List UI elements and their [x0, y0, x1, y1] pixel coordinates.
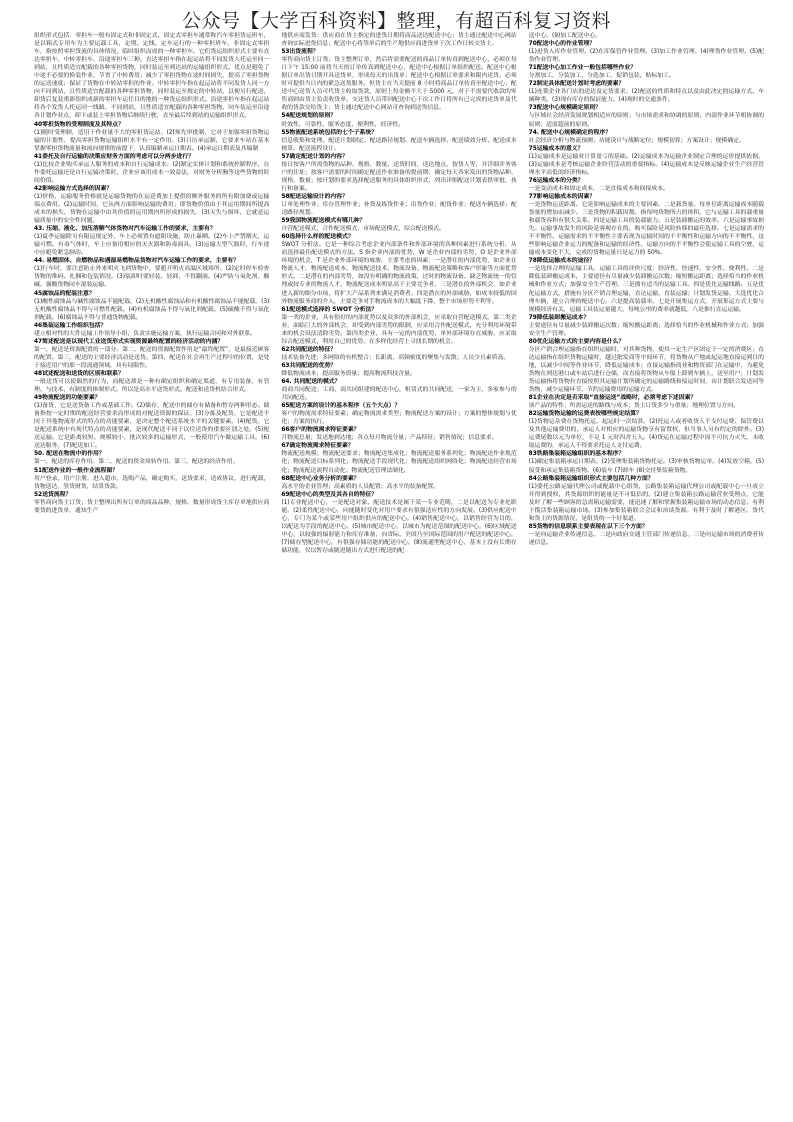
qa-block — [34, 290, 269, 322]
qa-paragraph — [34, 290, 269, 322]
question-heading: 53出货流程？ — [281, 49, 319, 56]
qa-paragraph — [281, 129, 516, 153]
answer-text: 主要途径有尽量减少装卸搬运次数；缩短搬运距离；选择恰当的作业机械和作业方式；加强安全生产管理。 — [528, 322, 764, 337]
question-heading: 46集装运输工作组织包括？ — [34, 322, 107, 329]
qa-paragraph — [34, 338, 269, 370]
answer-text: (1)行车时，要注意防止外来明火飞到货物中，要避开明火高温区域场所。(2)定时停车检查货物的堆码、扎捆和包装情况。(3)装卸时要轻装、轻卸、不得翻滚。(4)严防与氧化剂、酸碱、强酸货物同车混装运输。 — [34, 266, 270, 289]
answer-text: 商商共同配送；工商、商共同组建的配送中心，租赁式的共同配送，一家为主，多家参与的共同配送。 — [281, 387, 517, 402]
answer-text: (1)价格，运输服务价格就是运输货物的在运送费加上提供的额外服务的所有附加费或运输端点费用。(2)运输时间，它从两方面影响运输的费用；即货物价值由于其运用期间所提高成本的损失，货物在运输中由其价值的运用期内所形成的损失。(3)灭失与损坏，它就是运输质量中的安全性问题。 — [34, 193, 270, 225]
qa-block — [281, 378, 516, 402]
qa-block — [529, 450, 764, 474]
qa-paragraph — [529, 338, 764, 394]
question-heading: 76运输成本的分类？ — [528, 177, 584, 184]
answer-text: 与区域社会经济发展规划相适应的原则；与市场需求和协调的原则；内部作业环节相协调的原则；适度超前的原则。 — [528, 113, 764, 128]
qa-block — [34, 225, 269, 257]
qa-block — [34, 32, 269, 121]
answer-text: 送中心。(9)加工配送中心。 — [528, 33, 602, 39]
qa-block — [281, 346, 516, 362]
qa-paragraph — [281, 346, 516, 362]
answer-text: 第一，配送是资源配置的一部分。第二，配送的资源配置作用是“最终配置”，是最接近顾客的配置。第三，配送的主要经济活动是送货。第四，配送在社会再生产过程中的位置，是处于接近用户的那一段流通领域，具有局限性。 — [34, 346, 270, 369]
answer-text: 订单处理作业；库存管理作业；补货及拣货作业；出货作业；配货作业；配送车辆选择；配送路径规划。 — [281, 201, 517, 217]
qa-block — [281, 32, 516, 48]
qa-paragraph — [529, 475, 764, 523]
answer-text: 第一，配送的库存作用。第二，配送的资金周转作用。第三，配送的经济作用。 — [34, 459, 239, 466]
question-heading: 43. 压缩、液化、加压溶解气体货物对汽车运输工作的要求，主要有？ — [34, 226, 216, 233]
question-heading: 66客户的物流需求特征要素？ — [281, 427, 360, 434]
question-heading: 44. 易燃固体、自燃物品和遇湿易燃物品货物对汽车运输工作的要求，主要有？ — [34, 258, 240, 265]
qa-paragraph — [529, 64, 764, 80]
qa-block — [34, 185, 269, 225]
answer-text: 第一类的企业，具有很好的内部优势以及众多的外部机会，应采取自营配送模式。第二类企业，面临巨大的外部机会，却受到内部劣势的限制，应采用合作配送模式，充分利用环境带来的机会设法清除劣势。第四类企业，具有一定的内部优势，单外部环境存在威胁，应采取综合配送模式，利用自己的优势，在多样化经营上寻找长期的机会。 — [281, 314, 517, 345]
qa-block — [281, 362, 516, 378]
qa-block — [529, 80, 764, 104]
answer-text: 一是货物运送距离。它是影响运输成本的主要因素。二是载货量。每单位距离运输成本随载货量的增加而减少。三是货物的积载因数。指每吨货物所占的体积，它与运输工具的载重量和载货容积有很大关系。四是运输工具的装载能力。五是装卸搬运的效率。六是运输事故损失。运输事故发生的风险是客观存在的，购买保险是风险转移的最佳选择。七是运输需求的不平衡性。运输需求的不平衡性主要表现为运输时间的不平衡性和运输方向的不平衡性，这些影响运输企业运力的配备和运输的经济性。运输方向的不平衡性会使运输工具的空驶，运输成本变化不大，完成的货物运量只是运力的 50%。 — [528, 201, 764, 257]
question-heading: 48试述配送和送货的区别和联系？ — [34, 370, 124, 377]
column-right — [529, 32, 764, 1114]
qa-paragraph — [281, 442, 516, 474]
qa-paragraph — [529, 177, 764, 193]
qa-paragraph — [34, 370, 269, 394]
qa-paragraph — [529, 32, 764, 40]
question-heading: 77影响运输成本的因素？ — [528, 193, 596, 200]
answer-text: (1)专业配送中心，一是配送对象、配送技术是属于某一专业范畴，二是以配送为专业化职能。(2)柔性配送中心，向能随时变化对用户要求有很强适应性的方向发展。(3)供应配送中心，专门为某个或某些用户组织供应的配送中心。(4)销售配送中心，以销售经营为目的，以配送为手段的配送中心。(5)城市配送中心，以城市为配送范围的配送中心。(6)区域配送中心，以较强的辐射能力和库存准备，向省际、全国乃至国际范围的用户配送的配送中心。(7)储存型配送中心，有很强存储功能的配送中心。(8)流通型配送中心，基本上没有长期存储功能，仅以暂存或随进随出方式进行配送的配 — [281, 499, 517, 554]
answer-text: (1)连锁企业各门店的送达及定货要求。(2)配送的性质和特点以及由此决定的运输方式、车辆种类。(3)现有库存的保证能力。(4)现时的交通条件。 — [528, 89, 764, 104]
qa-paragraph — [281, 475, 516, 491]
answer-text: 一是向运输企业传递信息。二是向政府交通主管部门传递信息。三是向运输市场的消费者传递信息。 — [528, 531, 764, 546]
question-heading: 78降低运输成本的途径？ — [528, 258, 596, 265]
answer-text: (1)委托公路运输代理公司或配载中心组货，公路集装箱运输代理公司或配载中心一旦成立并得到授权，其货源组织的能量是不可低估的。(2)建立集装箱公路运输营业受理点，它能及时了解一些顾客的急需箱运输需要，能迅速了解和掌握集装箱运输市场的动态信息；有利于揽活集装箱运输市场。(3)参加集装箱联合会议和治谈货源。有利于及时了解港区、货代和货主的货源情况，是组货的一个好渠道。 — [528, 483, 764, 522]
qa-paragraph — [529, 193, 764, 257]
answer-text: 分区产销合理运输指在组织运输时，对其种货物，使其一定生产区固定于一定的消费区；直达运输指在组织货物运输时，越过批发商等中间环节，将货物从产地或起运地直接运到目的地，以减少中间等作业环节，降低运输成本；直接运输指商业和物资部门在运输中，为避免货物在到达港口或车站后进行仓储，而直接将货物从车船上卸到车辆上，送至用户；计划发货运输指将货物拉直接按照其运输计划所确定的运输路线和接运时间，由计划联合发送同等货物，减少运输环节、节约运输费用的运输方式。 — [528, 346, 764, 394]
question-heading: 80优化运输方式的主要内容是什么？ — [528, 338, 625, 345]
qa-paragraph — [281, 426, 516, 442]
answer-text: 自营配送模式，合作配送模式，市场配送模式，综合配送模式。 — [281, 226, 445, 233]
question-heading: 69配送中心的类型及其各自的特征？ — [281, 491, 378, 498]
answer-text: 月物流总量；发送地到达地；各点每月物流分量；产品特征；销售情况；信息要求。 — [281, 435, 498, 442]
qa-paragraph — [281, 48, 516, 112]
answer-text: 降低物流成本；提高服务质量；提高物流科技含量。 — [281, 370, 416, 377]
question-heading: 70配送中心的作业管理？ — [528, 41, 596, 48]
qa-paragraph — [281, 217, 516, 233]
answer-text: 信息收集和处理、配送计划制定、配送路径规划、配送车辆选择、配送绩效分析、配送成本核算、配送流程设计。 — [281, 137, 517, 152]
qa-block — [529, 177, 764, 193]
qa-block — [281, 442, 516, 474]
answer-text: SWOT 分析法。它是一种综合考虑企业内部条件和外部环境的各种因素进行系统分析，从而选择最佳配送模式的方法。S 指企业内部的优势，W 是企业内部的劣势，O 是企业外部环境的机会，T 是企业外部环境的威胁。主要考虑的因素：一是潜在的内部优势，如企业在物流人才、物流配送成本、物流配送技术、物流设备、物流配送策略和客户形象等方面优势形式。二是潜在的内部劣势，如没有明确的物流政策、过时的物流设备、缺乏物流统一的管理或较专业的物流人才、物流配送成本明显高于主要竞争者。三是潜在的外部机会，如企业进入新的细分市场，将扩大产品系列来满足消费者。四是潜在的外部威胁，如成本较低的国外物流服务商的介入，主要竞争对手物流成本的大幅度下降，整个市场形势不利等。 — [281, 242, 517, 305]
answer-text: (1)比较企业购买承运人服务的成本和自行运输成本；(2)制定实体计划和系统控制程序，在作委托运输还是自行运输决策时，企业应该用成本一效益法，对财务分析胸等这些货物的时间价值。 — [34, 161, 270, 184]
qa-paragraph — [529, 257, 764, 313]
question-heading: 49物流配送的功能要素？ — [34, 395, 101, 402]
qa-block — [529, 394, 764, 410]
question-heading: 58配送运输设计的内容？ — [281, 193, 348, 200]
qa-paragraph — [529, 80, 764, 104]
qa-block — [529, 193, 764, 257]
qa-paragraph — [34, 450, 269, 466]
question-heading: 42影响运输方式选择的因素？ — [34, 185, 113, 192]
qa-block — [281, 402, 516, 426]
qa-paragraph — [34, 32, 269, 121]
question-heading: 81企业在决定是否采取“直接运送”战略时，必须考虑下述因素？ — [528, 395, 697, 402]
question-heading: 65配送方案的设计的基本程序（五个大点）？ — [281, 403, 401, 410]
qa-paragraph — [529, 129, 764, 145]
answer-text: (1)夏季运输除另有限运规定外，车上必须置有遮阳设施，防止暴晒。(2)车上严禁烟火，运输可燃、有毒气体时，车上应备用相应的灭火器和防毒面具。(3)运输大型气瓶时，行车途中应避免紧急制动。 — [34, 234, 270, 257]
qa-block — [281, 491, 516, 555]
qa-block — [529, 338, 764, 394]
answer-text: 一是变动成本和固定成本，二是直接成本和间接成本。 — [528, 185, 669, 192]
qa-paragraph — [34, 394, 269, 450]
qa-paragraph — [529, 410, 764, 450]
question-heading: 85货物的信息联系主要表现在以下三个方面？ — [528, 523, 648, 530]
qa-block — [529, 32, 764, 40]
qa-block — [34, 370, 269, 394]
answer-text: (1)货物运杂费在货物托运、起运时一次结算。(2)托运人或者收货人不支付运费、保管费以及其他运输费用的，承运人对相应的运输货物享有留置权，但当事人另有约定的除外。(3)运费尾数以元为单位，不足 1 元时四舍五入。(4)货运在运输过程中因不可抗力灭失，未收取运费的，承运人不得要求托运人支付运费。 — [528, 419, 764, 450]
answer-text: 时效性，可靠性，服务态度，便利性，经济性。 — [281, 121, 404, 128]
question-heading: 50. 配送在物流中的作用？ — [34, 451, 105, 458]
question-heading: 54配送规划的原则？ — [281, 113, 337, 120]
answer-text: 一是选择合理的运输工具。运输工具的评价尺度：经济性、快速性、安全性、便利性。二是降低装卸搬运成本，主要途径有尽量减少装卸搬运次数；缩短搬运距离；选择恰当的作业机械和作业方式；加强安全生产管理。三是拥有适当的运输工具。四是优化运输线路。五是优化运输方式，措施有分区产销合理运输，直达运输，直装运输；计划发货运输、大选优化合理车辆，建立合理的配送中心。六是提高装载率。七是开展集运方式，开展集运方式主要与规模经济有关，运输工具装运量越大，每吨公里的费率就越低。八是推行直运运输。 — [528, 266, 764, 313]
qa-block — [529, 475, 764, 523]
answer-text: 用户登录，用户注册，进入超市，选购产品，确定购买，送货要求，送成协议，进行配载，货物送达，签货财货，结算货款。 — [34, 475, 270, 490]
question-heading: 73配送中心规模确定原则？ — [528, 105, 602, 112]
question-heading: 60选择什么样的配送模式？ — [281, 234, 354, 241]
question-heading: 59我国物流配送模式有哪几种？ — [281, 218, 366, 225]
qa-block — [529, 410, 764, 450]
question-heading: 52送货流程？ — [34, 491, 72, 498]
qa-paragraph — [34, 225, 269, 257]
qa-paragraph — [34, 467, 269, 491]
qa-block — [34, 467, 269, 491]
qa-paragraph — [529, 394, 764, 410]
qa-block — [281, 233, 516, 305]
qa-block — [34, 121, 269, 153]
question-heading: 75运输成本的意义？ — [528, 145, 584, 152]
question-heading: 74. 配送中心规模确定的程序？ — [528, 129, 612, 136]
question-heading: 40零担货物的受理制度及其特点？ — [34, 121, 124, 128]
question-heading: 62共同配送的特征？ — [281, 346, 337, 353]
question-heading: 68配送中心业务分析的要素？ — [281, 475, 360, 482]
text-columns — [34, 32, 764, 1114]
question-heading: 51配送作业的一般作业流程图？ — [34, 467, 119, 474]
qa-paragraph — [34, 121, 269, 153]
question-heading: 41委托及自行运输的决策应财务方面的考虑可以分两步进行？ — [34, 153, 194, 160]
answer-text: 零售商向货主订货；货主整理出所有订单的商品品种、规格、数量形成货主库存单地供应商要货的进货单，通知生产 — [34, 499, 270, 514]
qa-block — [529, 40, 764, 64]
qa-block — [529, 145, 764, 177]
qa-paragraph — [281, 233, 516, 305]
answer-text: 零售商向货主订货；货主整理订单，然后将需要配送的商品订单传真到配送中心，必须在每日下午 15:00 前将当天的订单传真到配送中心，配送中心根据订单组织配送。配送中心根据订单出货日期开具送货单，形成每天的出货单；配送中心根据订单要求和限内送货，必须时可提供当日内的紧急送货服务。但货主在当天提前 8 小时将商品订单传真至配送中心；配送中心送货人员可代货主收取货款，原则上每金额不大于 5000 元，对于不需要代收款的零售商则由货主负责收货单。交还货人员带回配送中心于次工作日将所有已完成的送货单及代收的货款交给货主；货主通过配送中心网站可查询到送货信息。 — [281, 57, 517, 112]
qa-paragraph — [34, 322, 269, 338]
answer-text: 客户的物流需求特征要素；确定物流需求类型；物流配送方案的设计；方案的整体规划与优化；方案的执行。 — [281, 411, 517, 426]
qa-block — [34, 257, 269, 289]
qa-paragraph — [34, 257, 269, 289]
qa-paragraph — [529, 523, 764, 547]
qa-paragraph — [281, 491, 516, 555]
qa-block — [281, 48, 516, 112]
answer-text: (1)备货，它是送货备工作或基础工作。(2)储存，配送中的储存有储备和暂存两种形态。储备指按一定时期的配送经营要求而形成的对配送资源的保证。(3)分拣及配货。它是配送不同于其他物流形式的特点的功能要素，是决定整个配送系统水平的关键要素。(4)配货。它是配送系统中有现代特点的功能要素，是现代配送不同于以往送货的重要区别之处。(5)配送运输。它是距离较短、规模较小、批次较多的运输形式，一般使用汽车做运输工具。(6)送达服务。(7)配送加工。 — [34, 403, 270, 450]
qa-block — [34, 322, 269, 338]
column-middle — [281, 32, 516, 1114]
answer-text: 组织形式包括：零担车一般有固定式和非固定式。固定式零担车通常称汽车零担货运班车，是以箱式专用车为主要运载工具，定期、定线、定车运行的一种零担班车。非固定式零担车，指按照零担货流的具体情况，临时组织而成的一种零担车。它们货运组织形式主要有直达零担车、中转零担车、沿途零担车三种。直达零担车指在起运站将不同发货人托运至同一到站，且性质适宜配载的各种零担货物，同时装运至到达站的运输组织形式。优点是避免了中途不必要的换装作业，节省了中转费用；减少了零担货物在途时间损失，提高了零担货物的运送速度；保证了货物在中转站零担的作业。中转零担车指在起运站将不同发货人同一方向不同到站，且性质适宜配载的各种零担货物，同时装运至规定的中转站，以便另行配送，卸货后复装重新组织成新的零担车运往目的地的一种货运组织形式。沿途零担车指在起运站将各个发货人托运同一线路、不同到站，且性质适宜配载的各种零担货物，同车装运至沿途各计划作业点，卸下或装上零担货物后继续行驶，直至最后终到站的运输组织形式。 — [34, 33, 270, 120]
answer-text: (1)运输成本是运输业计算盈亏的基础。(2)运输成本为运输企业制定合理的运价提供依据。(3)运输成本是考核运输企业经营活动的重要指标。(4)运输成本是反映运输企业生产经营管理水平高低的经济指标。 — [528, 153, 764, 176]
qa-block — [34, 394, 269, 450]
question-heading: 57确定配送计划的内容？ — [281, 153, 348, 160]
qa-block — [281, 475, 516, 491]
qa-block — [34, 338, 269, 370]
qa-block — [34, 153, 269, 185]
qa-block — [529, 523, 764, 547]
qa-block — [281, 112, 516, 128]
qa-paragraph — [529, 104, 764, 128]
qa-block — [34, 491, 269, 515]
answer-text: (1)确定集装箱承运日期表。(2)受理集装箱货物托运。(3)审核货物运单。(4)发放空箱。(5)接受和承运集装箱货物。(6)装车 (7)卸车 (8)交付集装箱货物。 — [528, 459, 764, 474]
answer-text: (1)进货入库作业管理。(2)在库保管作业管理。(3)加工作业管理。(4)理货作业管理。(5)配货作业管理。 — [528, 49, 764, 64]
page-header: 公众号【大学百科资料】整理，有超百科复习资料 — [181, 10, 611, 32]
answer-text: 分割加工，分装加工，分选加工，促销包装，贴标加工。 — [528, 73, 675, 80]
qa-paragraph — [281, 193, 516, 217]
question-heading: 79降低装卸搬运成本？ — [528, 314, 590, 321]
answer-text: (1)酸性腐蚀品与碱性腐蚀品不能配载。(2)无机酸性腐蚀品和有机酸性腐蚀品不能配载。(3)无机酸性腐蚀品不得与可燃性配载。(4)有机腐蚀品不得与氧化剂配载。(5)硫酸不得与氧化剂配载。(6)腐蚀品不得与普通货物配载。 — [34, 298, 270, 321]
question-heading: 55物流配送系统包括的七个子系统？ — [281, 129, 378, 136]
qa-paragraph — [529, 314, 764, 338]
answer-text: 物流配送规模；物流配送要求；物流配送集成化；物流配送服务系列化；物流配送作业规范化；物流配送目标系列化；物流配送手段现代化；物流配送组织网络化；物流配送经营市场化；物流配送流程自动化；物流配送管理法制化。 — [281, 451, 517, 474]
qa-paragraph — [529, 40, 764, 64]
question-heading: 83铁路集装箱运输组织的基本程序？ — [528, 451, 625, 458]
qa-block — [281, 153, 516, 193]
qa-block — [34, 450, 269, 466]
qa-block — [281, 129, 516, 153]
qa-paragraph — [281, 153, 516, 193]
question-heading: 72制定具体配送计划时考虑的要素？ — [528, 81, 625, 88]
answer-text: 社会经济分析与物流预测；功能设计与战略定位；规模初算；方案设计；规模确定。 — [528, 137, 745, 144]
column-left — [34, 32, 269, 1114]
qa-block — [529, 64, 764, 80]
answer-text: 一般送货可以使偶然的行为，而配送却是一种有确定组织和确定渠道，有专用装备、有管理、与技术、有制度的体制形式。所以是高水平送货形式。配送和送货机结合形式。 — [34, 379, 270, 394]
qa-block — [281, 306, 516, 346]
qa-block — [281, 217, 516, 233]
question-heading: 67确定物流需求特征要素？ — [281, 443, 354, 450]
qa-paragraph — [281, 306, 516, 346]
qa-paragraph — [34, 185, 269, 225]
question-heading: 61配送模式选择的 SWOT 分析法？ — [281, 306, 378, 313]
answer-text: 高水平的企业管理；高素质的人员配置；高水平的装备配置。 — [281, 483, 440, 490]
qa-paragraph — [281, 362, 516, 378]
question-heading: 71配送中心加工作业一般包括哪些作业？ — [528, 65, 637, 72]
qa-paragraph — [34, 491, 269, 515]
qa-block — [281, 426, 516, 442]
question-heading: 45腐蚀品的配装注意？ — [34, 290, 95, 297]
qa-paragraph — [34, 153, 269, 185]
qa-paragraph — [529, 145, 764, 177]
question-heading: 84公路集装箱运输组织形式主要包括几种方面？ — [528, 475, 654, 482]
qa-block — [529, 129, 764, 145]
answer-text: 该产品的特性；所需运送的路线与成本；货主订货多少与重量；地理位置与方向。 — [528, 403, 739, 410]
qa-block — [529, 257, 764, 313]
question-heading: 64. 共同配送的模式？ — [281, 379, 341, 386]
answer-text: 地供应商发货；供应商在货主指定的进货日期将商品送达配送中心；货主通过配送中心网站查询实际进货信息；配送中心将签单后的生产地供应商进货单于次工作日转交货主。 — [281, 33, 517, 48]
question-heading: 47简述配送是以现代工业送货形式实现资源最终配置的经济活动的内涵？ — [34, 338, 224, 345]
answer-text: 建立相对性的大件运输工作领导小组，负责实施运输方案，执行运输合同和对外联系。 — [34, 330, 256, 337]
qa-block — [529, 314, 764, 338]
qa-paragraph — [281, 378, 516, 402]
question-heading: 82运输货物运输的运费表按哪些规定结算？ — [528, 411, 642, 418]
qa-paragraph — [281, 112, 516, 128]
question-heading: 63共同配送的优势？ — [281, 362, 337, 369]
answer-text: 技术装备先进；多网络的有机整合；长距离、高频密度的聚集与发散；人员少且素质高。 — [281, 354, 510, 361]
answer-text: (1)随时受理制，适用于作业量不大的零担货运站。(2)预先审批制，它对于加强零担货物运输的计划性，提高零担货物运输组织水平有一定作用。(3)日历承运制，它要求车站在基本掌握零担货物流量和流向规律的前提下，认真编制承运日期表。(4)承运日期表及其编制 — [34, 129, 270, 152]
qa-paragraph — [529, 450, 764, 474]
qa-block — [529, 104, 764, 128]
qa-paragraph — [281, 32, 516, 48]
qa-paragraph — [281, 402, 516, 426]
answer-text: 按日按客户所需货物的品种、规格、数量、送货时间、送达地点、按货人等，并详细并务客户的住址；按客户需要的时间确定配送作业准备的提前期；确定每天各家发出的货物品种、规格、数量；按计划的要求选择配送服务的具体组织形式；列出详细配送计划表供审批，执行和备案。 — [281, 161, 517, 192]
qa-block — [281, 193, 516, 217]
